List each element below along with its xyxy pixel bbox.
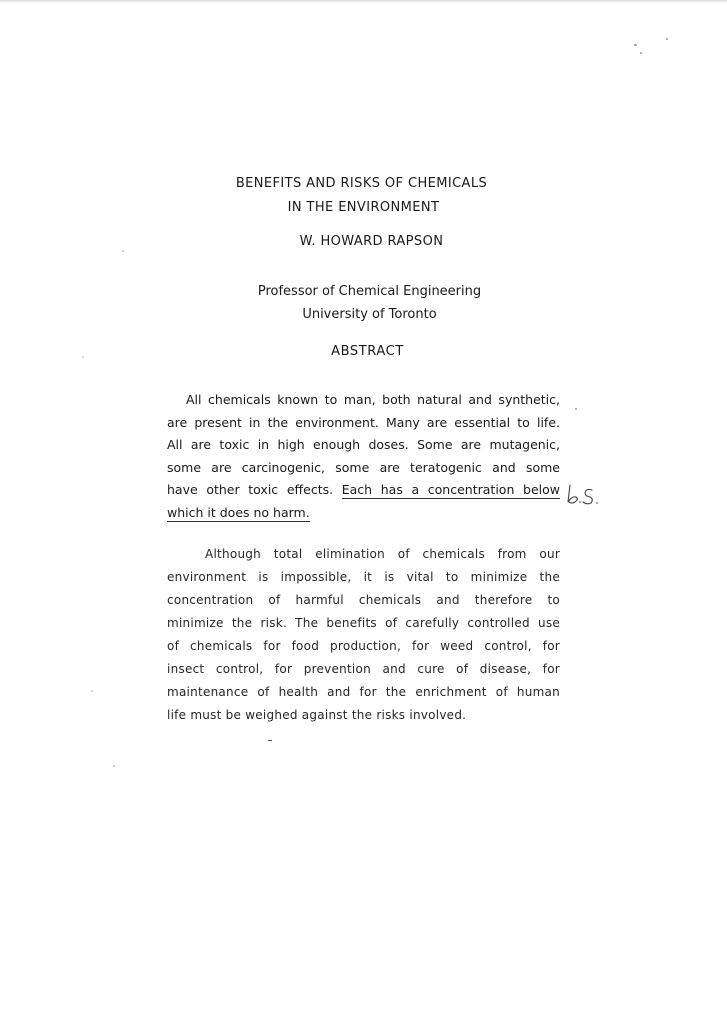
paragraph-2-line-1: Although total elimination of chemicals from our xyxy=(205,547,560,561)
handwritten-margin-note xyxy=(566,482,600,508)
paragraph-1-line-1: All chemicals known to man, both natural and synthetic, xyxy=(186,392,560,407)
title-line-2: IN THE ENVIRONMENT xyxy=(287,200,440,215)
author-affiliation xyxy=(0,280,727,326)
paragraph-1-line-6 xyxy=(167,502,560,525)
paragraph-1-line-2: are present in the environment. Many are essential to life. xyxy=(167,414,560,430)
abstract-paragraph-2 xyxy=(167,543,560,727)
handwritten-bs-icon xyxy=(566,482,600,508)
paper-speck xyxy=(575,408,577,410)
paragraph-2-line-3: concentration of harmful chemicals and therefore to xyxy=(167,593,560,607)
paper-speck xyxy=(91,690,93,692)
paragraph-2-line-6: insect control, for prevention and cure of disease, for xyxy=(167,662,560,676)
paper-speck xyxy=(640,52,642,54)
paper-speck xyxy=(122,250,124,252)
paragraph-1-line-4: some are carcinogenic, some are teratogenic and some xyxy=(167,459,560,475)
paragraph-2-line-5: of chemicals for food production, for weed control, for xyxy=(167,639,560,653)
paragraph-2-line-2: environment is impossible, it is vital to minimize the xyxy=(167,570,560,584)
stray-mark xyxy=(268,740,272,741)
paragraph-2-line-8: life must be weighed against the risks involved. xyxy=(167,708,467,722)
paper-speck xyxy=(113,765,115,767)
abstract-paragraph-1 xyxy=(167,389,560,525)
paragraph-1-line-5 xyxy=(167,479,560,502)
document-title xyxy=(0,172,727,220)
page-top-edge xyxy=(0,0,727,3)
paper-speck xyxy=(82,356,84,358)
author-name: W. HOWARD RAPSON xyxy=(299,234,444,249)
abstract-heading: ABSTRACT xyxy=(331,344,404,359)
paragraph-1-line-5a: have other toxic effects. xyxy=(167,482,334,498)
paragraph-2-line-7: maintenance of health and for the enrichment of human xyxy=(167,685,560,699)
paper-speck xyxy=(634,44,637,46)
underlined-text: Each has a concentration below xyxy=(341,482,560,498)
paper-speck xyxy=(666,38,668,40)
paragraph-1-line-3: All are toxic in high enough doses. Some are mutagenic, xyxy=(167,437,560,453)
affiliation-line-2: University of Toronto xyxy=(302,307,437,322)
paragraph-2-line-4: minimize the risk. The benefits of carefully controlled use xyxy=(167,616,560,630)
affiliation-line-1: Professor of Chemical Engineering xyxy=(257,284,482,299)
title-line-1: BENEFITS AND RISKS OF CHEMICALS xyxy=(235,176,488,191)
underlined-text-continued: which it does no harm. xyxy=(167,504,310,520)
